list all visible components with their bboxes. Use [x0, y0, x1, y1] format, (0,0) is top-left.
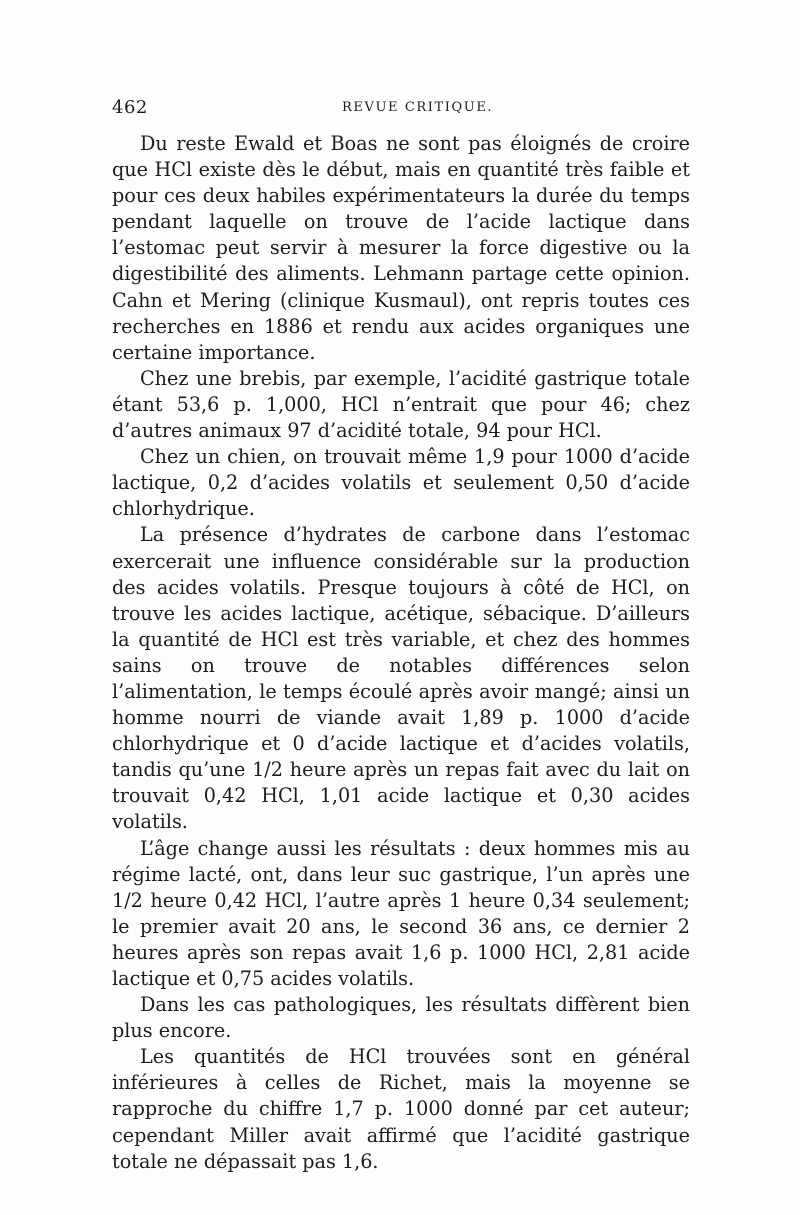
paragraph-cas-pathologiques: Dans les cas pathologiques, les résultats diffèrent bien plus encore.	[112, 993, 690, 1043]
paragraph-quantites-hcl: Les quantités de HCl trouvées sont en général inférieures à celles de Richet, mais la moyenne se rapproche du chiffre 1,7 p. 1000 donné par cet auteur; cependant Miller avait affirmé que l’acidité gastrique totale ne dépassait pas 1,6.	[112, 1045, 690, 1173]
body-text	[112, 131, 690, 1175]
paragraph-ewald-boas: Du reste Ewald et Boas ne sont pas éloignés de croire que HCl existe dès le début, mais en quantité très faible et pour ces deux habiles expérimentateurs la durée du temps pendant laquelle on trouve de l’acide lactique dans l’estomac peut servir à mesurer la force digestive ou la digestibilité des aliments. Lehmann partage cette opinion. Cahn et Mering (clinique Kusmaul), ont repris toutes ces recherches en 1886 et rendu aux acides organiques une certaine importance.	[112, 132, 690, 364]
paragraph-chien: Chez un chien, on trouvait même 1,9 pour 1000 d’acide lactique, 0,2 d’acides volatils et seulement 0,50 d’acide chlorhydrique.	[112, 445, 690, 521]
page-header	[112, 97, 690, 121]
paragraph-hydrates-carbone: La présence d’hydrates de carbone dans l’estomac exercerait une influence considérable sur la production des acides volatils. Presque toujours à côté de HCl, on trouve les acides lactique, acétique, sébacique. D’ailleurs la quantité de HCl est très variable, et chez des hommes sains on trouve de notables différences selon l’alimentation, le temps écoulé après avoir mangé; ainsi un homme nourri de viande avait 1,89 p. 1000 d’acide chlorhydrique et 0 d’acide lactique et d’acides volatils, tandis qu’une 1/2 heure après un repas fait avec du lait on trouvait 0,42 HCl, 1,01 acide lactique et 0,30 acides volatils.	[112, 523, 690, 834]
paragraph-brebis: Chez une brebis, par exemple, l’acidité gastrique totale étant 53,6 p. 1,000, HCl n’entrait que pour 46; chez d’autres animaux 97 d’acidité totale, 94 pour HCl.	[112, 366, 690, 443]
paragraph-age: L’âge change aussi les résultats : deux hommes mis au régime lacté, ont, dans leur suc gastrique, l’un après une 1/2 heure 0,42 HCl, l’autre après 1 heure 0,34 seulement; le premier avait 20 ans, le second 36 ans, ce dernier 2 heures après son repas avait 1,6 p. 1000 HCl, 2,81 acide lactique et 0,75 acides volatils.	[112, 836, 690, 990]
page-number: 462	[112, 97, 148, 118]
running-title: REVUE CRITIQUE.	[342, 100, 494, 115]
